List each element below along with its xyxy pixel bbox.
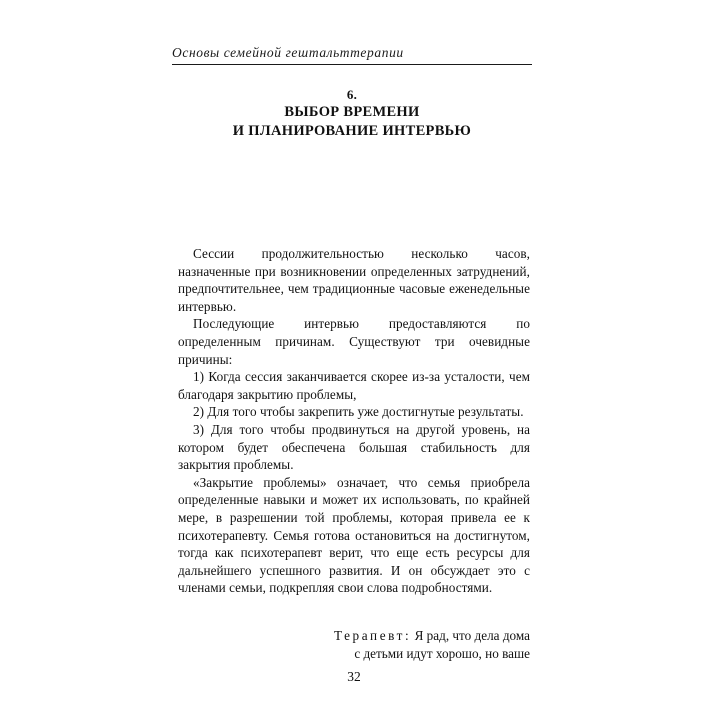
paragraph: Сессии продолжительностью несколько часов, назначенные при возникновении определенных затруднений, предпочтительнее, чем традиционные часовые еженедельные интервью. (178, 246, 530, 314)
page-number: 32 (347, 669, 361, 684)
running-header-text: Основы семейной гештальттерапии (172, 45, 404, 60)
header-rule-divider (172, 64, 532, 66)
dialogue-block (178, 627, 530, 662)
chapter-title (172, 86, 532, 141)
paragraph: Последующие интервью предоставляются по определенным причинам. Существуют три очевидные причины: (178, 316, 530, 367)
chapter-title-line-2: И ПЛАНИРОВАНИЕ ИНТЕРВЬЮ (232, 123, 472, 139)
chapter-title-line-1: ВЫБОР ВРЕМЕНИ (284, 104, 420, 120)
dialogue-speaker-label: Терапевт: (333, 628, 412, 643)
list-item: 2) Для того чтобы закрепить уже достигнутые результаты. (193, 404, 524, 420)
list-item: 3) Для того чтобы продвинуться на другой уровень, на котором будет обеспечена большая стабильность для закрытия проблемы. (178, 421, 530, 473)
paragraph: «Закрытие проблемы» означает, что семья приобрела определенные навыки и может их использовать, по крайней мере, в разрешении той проблемы, которая привела ее к психотерапевту. Семья готова остановиться на достигнутом, тогда как психотерапевт верит, что еще есть ресурсы для дальнейшего успешного развития. И он обсуждает это с членами семьи, подкрепляя свои слова подробностями. (178, 474, 530, 596)
dialogue-text-1: Я рад, что дела дома (411, 628, 530, 643)
dialogue-line-2: с детьми идут хорошо, но ваше (354, 645, 530, 661)
body-text (178, 245, 530, 597)
dialogue-line-1 (178, 627, 530, 645)
list-item: 1) Когда сессия заканчивается скорее из-за усталости, чем благодаря закрытию проблемы, (178, 369, 530, 402)
running-header (172, 46, 532, 65)
chapter-number: 6. (346, 87, 358, 102)
